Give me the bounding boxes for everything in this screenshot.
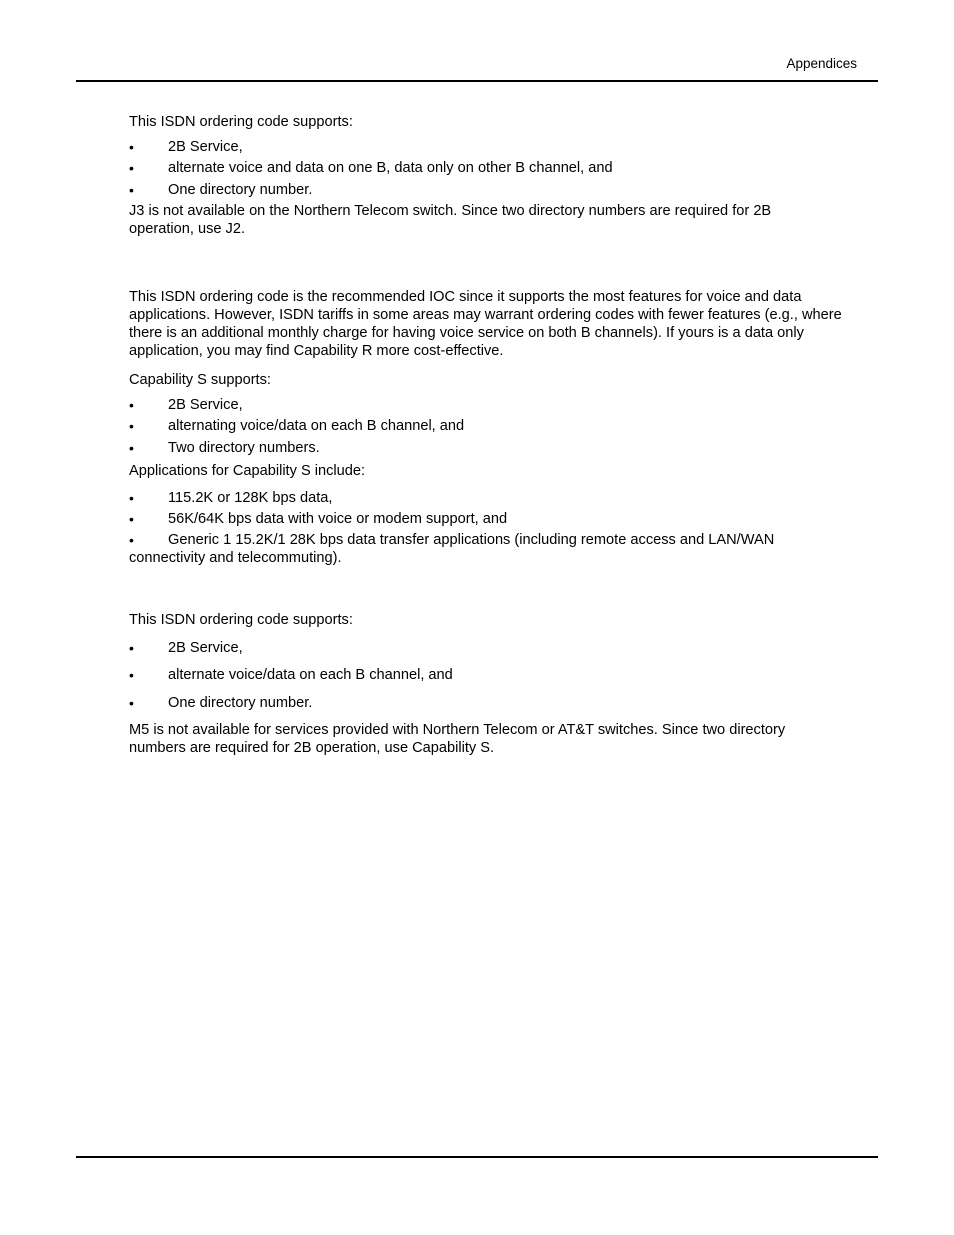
j3-bullet: • 2B Service, [129,139,243,155]
capability-s-support-bullet: • Two directory numbers. [129,440,320,456]
running-header: Appendices [786,56,857,71]
capability-s-supports-label: Capability S supports: [129,372,271,388]
m5-note: M5 is not available for services provided with Northern Telecom or AT&T switches. Since two directory numbers are required for 2B operation, use Capability S. [129,722,786,756]
j3-intro: This ISDN ordering code supports: [129,114,353,130]
capability-s-application-bullet: • Generic 1 15.2K/1 28K bps data transfer applications (including remote access and LAN/WAN connectivity and telecommuting). [129,532,775,566]
bullet-icon: • [129,640,134,656]
m5-intro: This ISDN ordering code supports: [129,612,353,628]
m5-bullet: • 2B Service, [129,640,243,656]
bullet-icon: • [129,182,134,198]
capability-s-intro: This ISDN ordering code is the recommended IOC since it supports the most features for voice and data applications. However, ISDN tariffs in some areas may warrant ordering codes with fewer features (e.g., where there is an additional monthly charge for having voice service on both B channels). If yours is a data only application, you may find Capability R more cost-effective. [129,289,842,359]
capability-s-application-bullet: • 56K/64K bps data with voice or modem support, and [129,511,508,527]
bullet-icon: • [129,139,134,155]
bullet-icon: • [129,160,134,176]
bullet-icon: • [129,511,134,527]
bullet-icon: • [129,695,134,711]
capability-s-application-bullet: • 115.2K or 128K bps data, [129,490,333,506]
capability-s-applications-label: Applications for Capability S include: [129,463,366,479]
capability-s-support-bullet: • 2B Service, [129,397,243,413]
m5-bullet: • alternate voice/data on each B channel, and [129,667,453,683]
bullet-icon: • [129,440,134,456]
j3-bullet: • alternate voice and data on one B, data only on other B channel, and [129,160,613,176]
bullet-icon: • [129,667,134,683]
bullet-icon: • [129,397,134,413]
bullet-icon: • [129,490,134,506]
j3-bullet: • One directory number. [129,182,313,198]
m5-bullet: • One directory number. [129,695,313,711]
bullet-icon: • [129,418,134,434]
bullet-icon: • [129,532,134,548]
capability-s-support-bullet: • alternating voice/data on each B channel, and [129,418,465,434]
j3-note: J3 is not available on the Northern Telecom switch. Since two directory numbers are required for 2B operation, use J2. [129,203,772,237]
header-rule [76,80,878,82]
footer-rule [76,1156,878,1158]
